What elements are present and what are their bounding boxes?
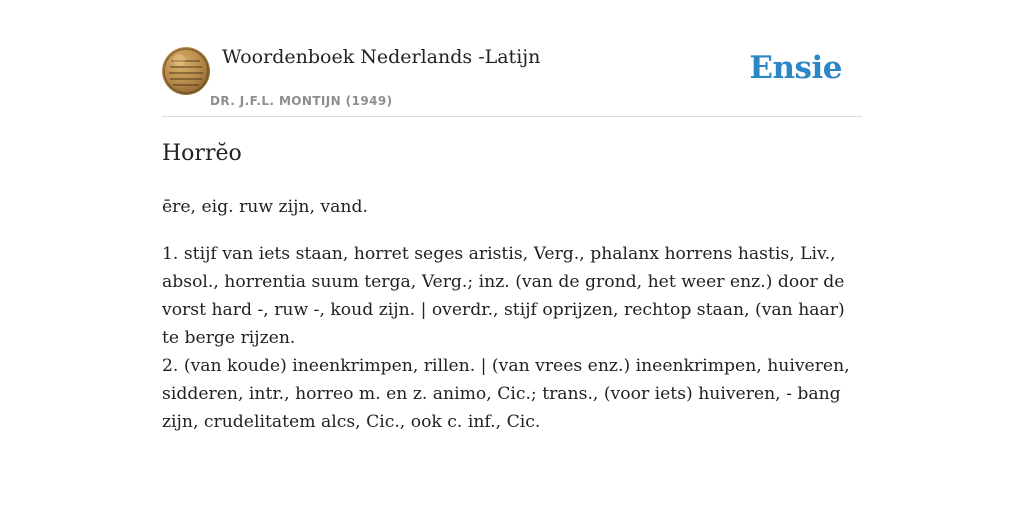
old-coin-logo-icon[interactable] [162,47,210,95]
entry-definition [162,193,864,455]
author-byline: DR. J.F.L. MONTIJN (1949) [210,94,393,108]
book-title[interactable]: Woordenboek Nederlands -Latijn [222,46,541,68]
sense-1: 1. stijf van iets staan, horret seges aristis, Verg., phalanx horrens hastis, Liv., absol., horrentia suum terga, Verg.; inz. (van de grond, het weer enz.) door de vorst hard -, ruw -, koud zijn. | overdr., stijf oprijzen, rechtop staan, (van haar) te berge rijzen. [162,244,845,348]
sense-2: 2. (van koude) ineenkrimpen, rillen. | (van vrees enz.) ineenkrimpen, huiveren, sidderen, intr., horreo m. en z. animo, Cic.; trans., (voor iets) huiveren, - bang zijn, crudelitatem alcs, Cic., ook c. inf., Cic. [162,356,850,432]
ensie-brand-logo[interactable]: Ensie [749,50,842,86]
entry-headword: Horrĕo [162,141,242,166]
entry-intro: ēre, eig. ruw zijn, vand. [162,197,368,217]
dictionary-header [162,44,862,117]
entry-senses [162,240,864,436]
